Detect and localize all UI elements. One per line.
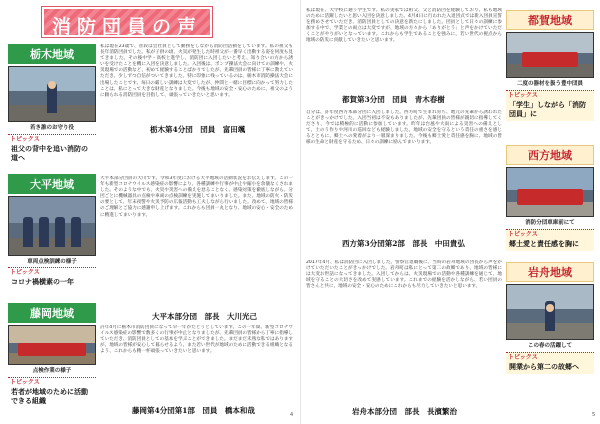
- photo-caption-fujioka: 点検作業の様子: [8, 365, 96, 375]
- photo-fujioka: [8, 325, 96, 365]
- photo-caption-nishikata: 消防分団車庫前にて: [506, 217, 594, 227]
- photo-caption-tochigi: 若き誰のお守り役: [8, 122, 96, 132]
- region-header-nishikata: 西方地域: [506, 145, 594, 165]
- topics-label: トピックス: [8, 134, 96, 143]
- topics-ohira: [8, 267, 96, 289]
- photo-tsuga: [506, 32, 594, 78]
- topics-tochigi: [8, 134, 96, 165]
- article-nishikata: 自分は、許年度西方本部分団に入団しました。西方町で生まれ育ち、地元の先輩から誘われたことがきっかけでした。入団当初は不安もありましたが、先輩団員の皆様が親切に指導してくださり、今では積極的に活動に参加しています。昨年は台風や大雨による災害への備えとして、土のう作りや河川の巡回なども経験しました。地域の安全を守るという責任の重さを感じるとともに、郷土への愛着がより一層深まりました。今後も郷土愛と責任感を胸に、地域の皆様の生命と財産を守るため、日々の訓練に励んでまいります。: [306, 110, 502, 146]
- topics-text: コロナ禍横素の一年: [8, 276, 96, 289]
- region-header-fujioka: 藤岡地域: [8, 303, 96, 323]
- page-title: 消防団員の声: [42, 7, 212, 37]
- topics-text: 祖父の背中を追い消防の道へ: [8, 143, 96, 165]
- photo-ohira: [8, 196, 96, 256]
- article-fujioka: 許年4月に栃木市消防団員になって早一年がたとうとしています。この一年間、新型コロナウイルス感染症の影響で数多くの行事が中止となりましたが、先輩団員の皆様から丁寧に指導していただき、消防団員としての基本を学ぶことができました。まだまだ未熟な私ではありますが、地域の皆様が安心して暮らせるよう、また若い世代が地域のために活動できる組織となるよう、これからも精一杯頑張っていきたいと思います。: [100, 325, 293, 355]
- article-tochigi: 私は現在23歳で、普段は会社員として勤務をしながら消防団活動をしています。私の祖父も長年消防団員でした。私が子供の頃、火災が発生した時祖父が一番早く出動する姿を何度も見てきました。その後中学・高校と進学し、消防団に入団したいと考え、知り合いの方から誘いを受けたことを機に入団を決意しました。入団後は、ポンプ操法大会に向けての訓練や、火災現場での活動など、初めて経験することばかりでしたが、先輩団員の皆様に丁寧に教えていただき、少しずつ自信がついてきました。特に印象に残っているのは、栃木市消防操法大会に出場したことです。毎日の厳しい訓練は大変でしたが、仲間と一緒に目標に向かって努力したことは、私にとって大きな財産となりました。今後も地域の安全・安心のために、祖父のように頼られる消防団員を目指して、頑張っていきたいと思います。: [100, 44, 293, 98]
- region-header-tochigi: 栃木地域: [8, 44, 96, 64]
- signature-tochigi: 栃木第4分団 団員 富田颯: [150, 125, 246, 134]
- region-header-tsuga: 都賀地域: [506, 10, 594, 30]
- photo-iwafune: [506, 284, 594, 340]
- signature-tsuga: 都賀第3分団 団員 青木春樹: [342, 95, 445, 104]
- topics-label: トピックス: [506, 352, 594, 361]
- topics-tsuga: [506, 90, 594, 121]
- signature-fujioka: 藤岡第4分団第1部 団員 橋本和哉: [132, 406, 255, 415]
- topics-label: トピックス: [8, 267, 96, 276]
- right-page: [300, 0, 600, 424]
- region-header-ohira: 大平地域: [8, 174, 96, 194]
- topics-iwafune: [506, 352, 594, 374]
- article-ohira: 大平本部分団員の大川です。令和3年度における大平地域の活動状況をお伝えします。この一年も新型コロナウイルス感染症の影響により、各種訓練や行事が中止や縮小を余儀なくされました。そのような中でも、火災や災害への備えを怠ることなく、感染対策を徹底しながら、分団ごとに機械器具の点検や車両の点検訓練を実施してまいりました。また、地域の防火・防災の要として、年末夜警や火災予防の広報活動も工夫しながら行いました。改めて、地域の皆様のご理解とご協力に感謝申し上げます。これからも団員一丸となり、地域の安心・安全のために精進してまいります。: [100, 176, 293, 218]
- topics-text: 若者が地域のために活動できる組織: [8, 386, 96, 408]
- page-number-left: 4: [290, 412, 294, 418]
- topics-label: トピックス: [506, 90, 594, 99]
- signature-ohira: 大平本部分団 部長 大川光己: [152, 312, 257, 321]
- photo-tochigi: [8, 66, 96, 122]
- topics-nishikata: [506, 229, 594, 251]
- article-tsuga: 私は現在、大学校に通う学生です。私の実家では祖父、父と消防団を経験しており、私も地域のために活躍したいと思い入団を決意しました。4月4日に行われた入退団式では新入団員宣誓を務めさせていただき、消防団員としての決意を新たにしました。団員として日々の訓練に参加する中で、学業との両立は大変ですが、地域の方々から「ありがとう」と声をかけていただくことがやりがいとなっています。これからも学生であることを強みに、若い世代の視点から地域の防災に貢献していきたいと思います。: [306, 8, 502, 44]
- photo-caption-iwafune: この春の活躍して: [506, 340, 594, 350]
- topics-label: トピックス: [506, 229, 594, 238]
- photo-caption-tsuga: 二度の器材を扱う豊中団員: [506, 78, 594, 88]
- topics-text: 「学生」しながら「消防団員」に: [506, 99, 594, 121]
- photo-nishikata: [506, 167, 594, 217]
- topics-text: 開業から第二の故郷へ: [506, 361, 594, 374]
- photo-caption-ohira: 車両点検訓練の様子: [8, 256, 96, 266]
- topics-fujioka: [8, 377, 96, 408]
- topics-label: トピックス: [8, 377, 96, 386]
- signature-nishikata: 西方第3分団第2部 部長 中田貴弘: [342, 239, 465, 248]
- page-number-right: 5: [592, 412, 596, 418]
- article-iwafune: 2017年4月、私は消防団に入団しました。警察官退職後に、当時の岩舟地域の団長から声をかけていただいたことがきっかけでした。岩舟町は私にとって第二の故郷であり、地域の皆様には大変お世話になってきました。入団してからは、火災現場での活動や各種訓練を通じて、地域を守ることの大切さを改めて実感しています。これまでの経験を活かしながら、若い団員の皆さんと共に、地域の安全・安心のためにこれからも尽力していきたいと思います。: [306, 260, 502, 290]
- signature-iwafune: 岩舟本部分団 部長 長濱繁治: [352, 407, 457, 416]
- region-header-iwafune: 岩舟地域: [506, 262, 594, 282]
- topics-text: 郷土愛と責任感を胸に: [506, 238, 594, 251]
